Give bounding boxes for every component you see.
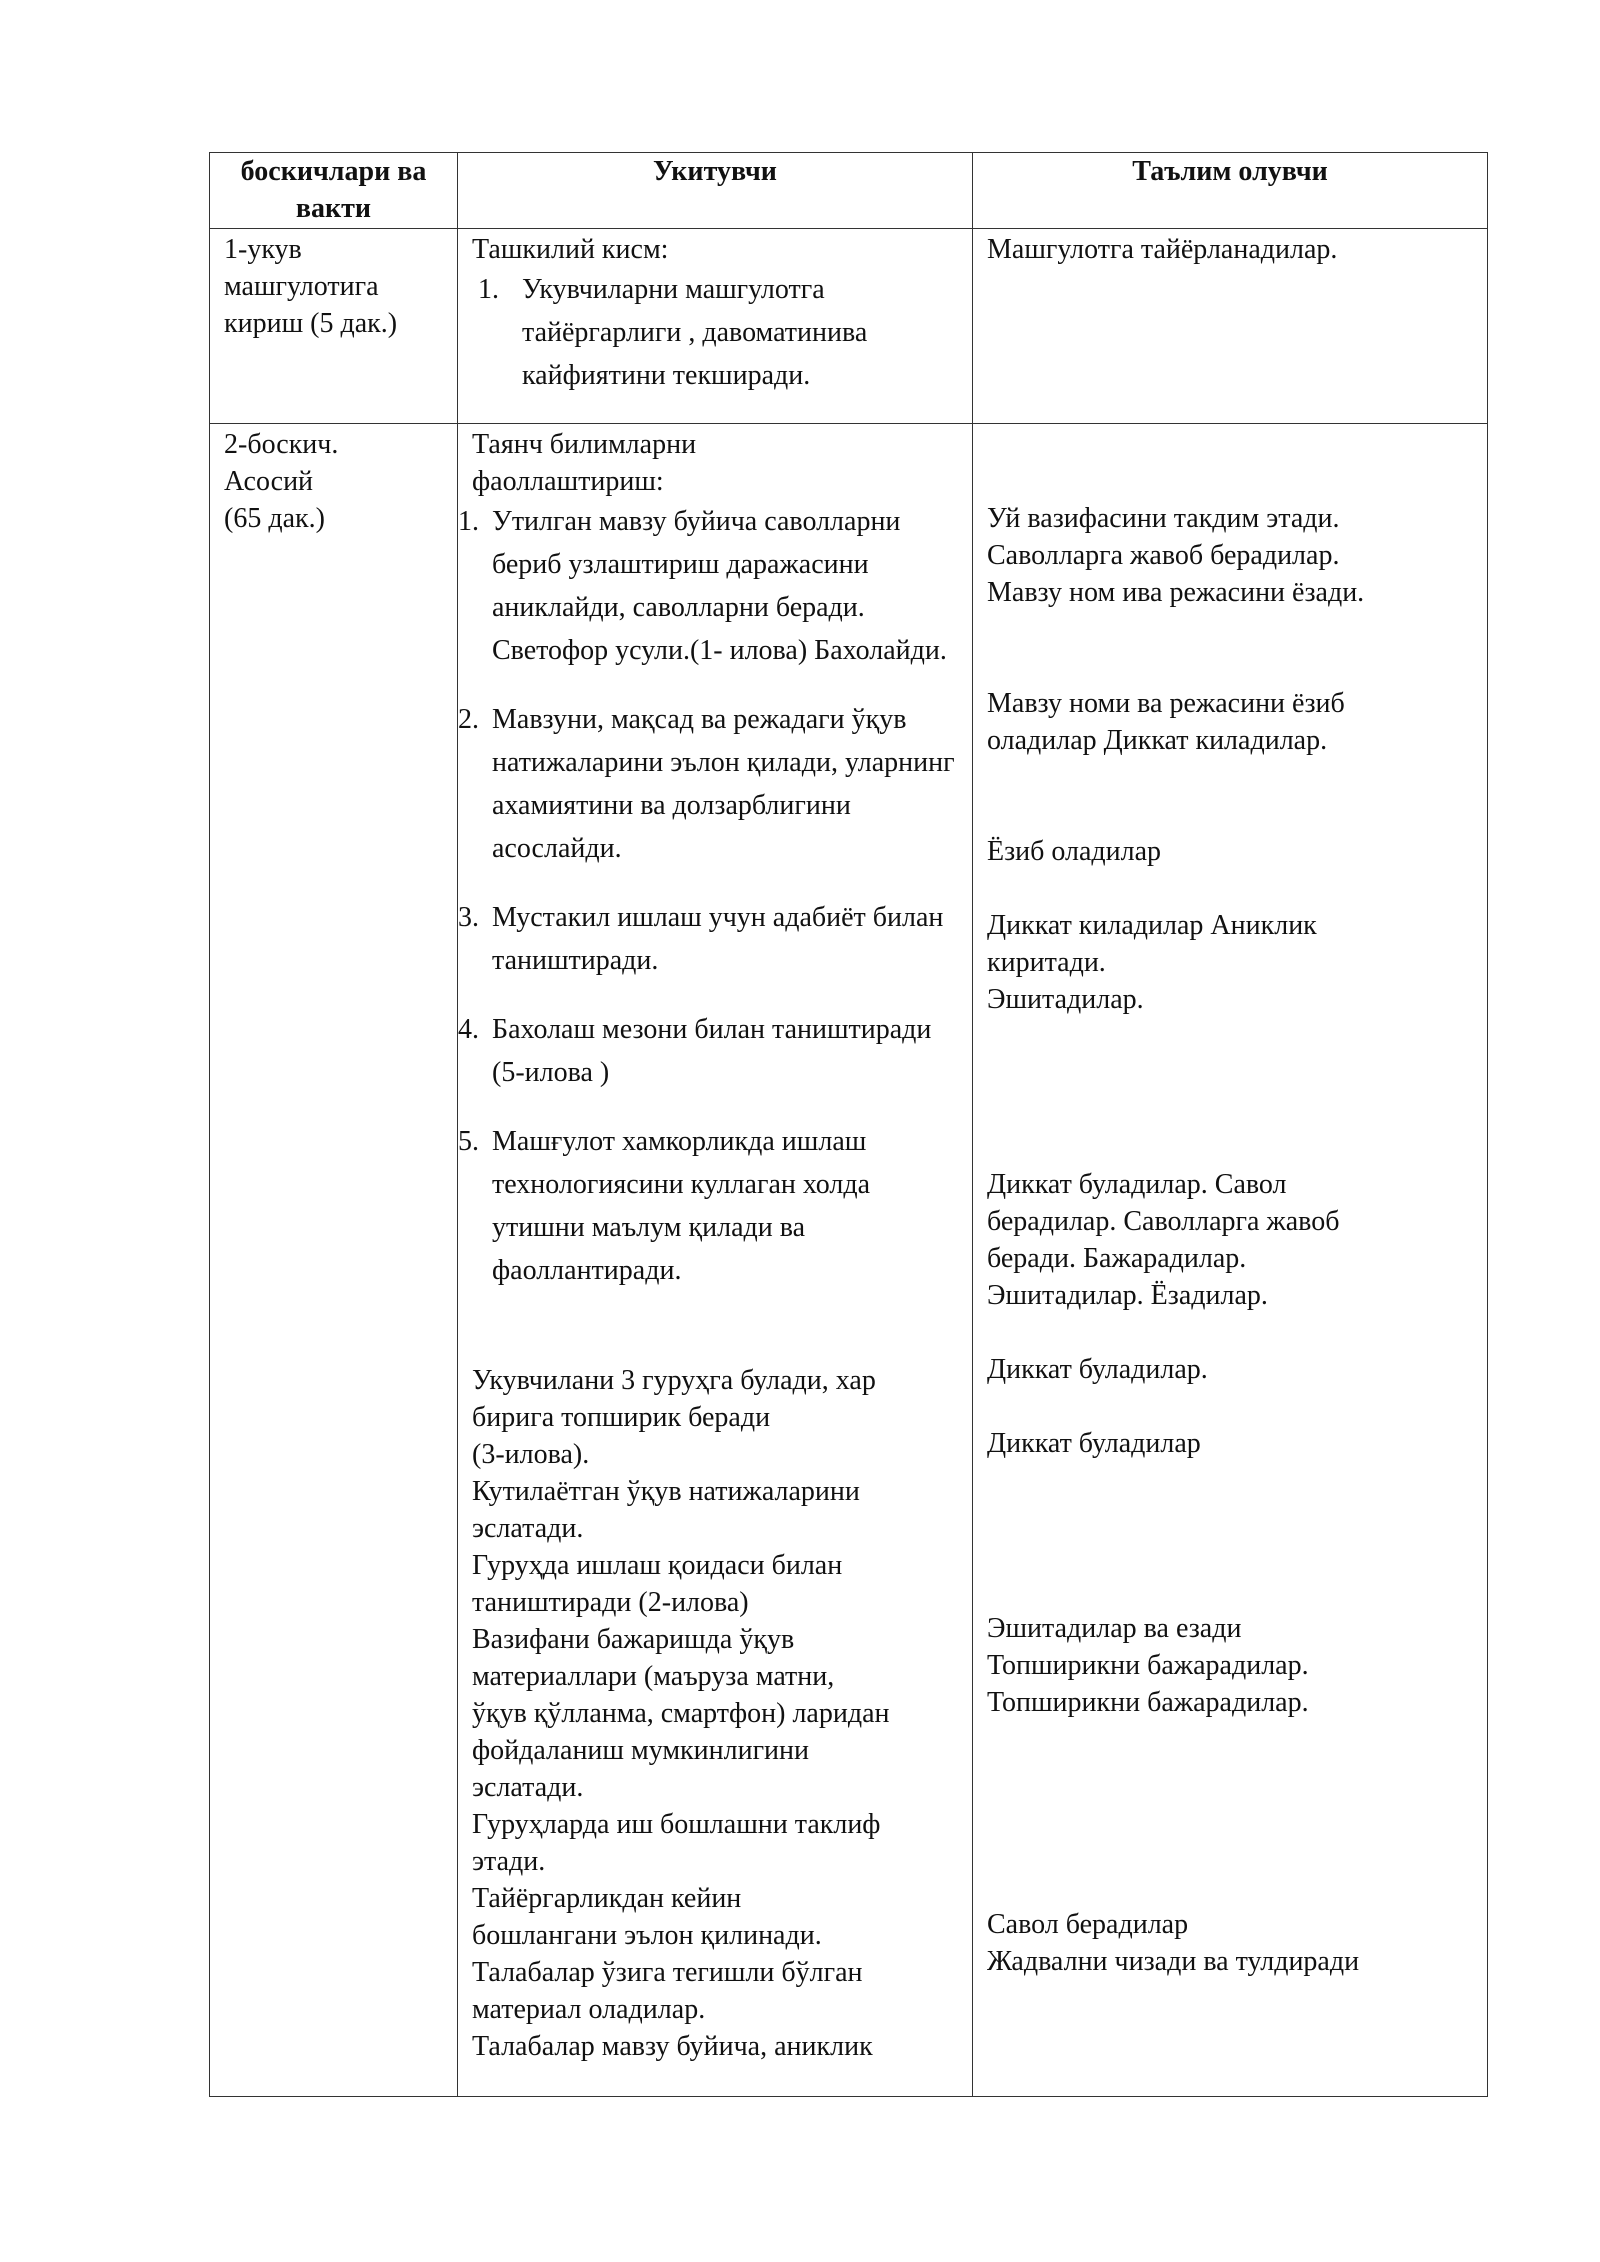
section-title: фаоллаштириш: xyxy=(472,466,664,497)
text-line: этади. xyxy=(472,1846,546,1877)
list-item: 5. Машғулот хамкорликда ишлаш технологиясини куллаган холда утишни маълум қилади ва фаоллантиради. xyxy=(458,1126,871,1286)
learner-line: Жадвални чизади ва тулдиради xyxy=(987,1946,1360,1977)
list-item: 1. Утилган мавзу буйича саволларни бериб узлаштириш даражасини аниклайди, саволларни беради. Светофор усули.(1- илова) Бахолайди. xyxy=(458,506,947,666)
spacer xyxy=(987,1018,1473,1166)
spacer xyxy=(987,1314,1473,1351)
spacer xyxy=(987,1462,1473,1610)
stage-line: кириш (5 дак.) xyxy=(224,308,398,339)
learner-line: киритади. xyxy=(987,947,1106,978)
text-line: Гуруҳда ишлаш қоидаси билан xyxy=(472,1550,843,1581)
text-line: Талабалар ўзига тегишли бўлган xyxy=(472,1957,863,1988)
stage-line: машгулотига xyxy=(224,271,379,302)
learner-line: Мавзу ном ива режасини ёзади. xyxy=(987,577,1365,608)
learner-line: Диккат буладилар. xyxy=(987,1354,1208,1385)
text-line: Талабалар мавзу буйича, аниклик xyxy=(472,2031,873,2062)
text-line: Укувчилани 3 гуруҳга булади, хар xyxy=(472,1365,876,1396)
stage-line: (65 дак.) xyxy=(224,503,325,534)
learner-line: Эшитадилар. xyxy=(987,984,1144,1015)
header-learner: Таълим олувчи xyxy=(973,153,1488,229)
teacher-cell xyxy=(458,229,973,424)
learner-line: оладилар Диккат киладилар. xyxy=(987,725,1328,756)
spacer xyxy=(987,870,1473,907)
learner-cell xyxy=(973,229,1488,424)
learner-line: Саволларга жавоб берадилар. xyxy=(987,540,1340,571)
learner-line: Топширикни бажарадилар. xyxy=(987,1650,1309,1681)
learner-cell xyxy=(973,424,1488,2097)
text-line: Тайёргарликдан кейин xyxy=(472,1883,742,1914)
text-line: эслатади. xyxy=(472,1772,584,1803)
text-line: материаллари (маъруза матни, xyxy=(472,1661,835,1692)
learner-line: Эшитадилар. Ёзадилар. xyxy=(987,1280,1268,1311)
teacher-list xyxy=(458,500,958,1292)
spacer xyxy=(472,1292,958,1362)
teacher-list xyxy=(472,268,958,397)
teacher-extra xyxy=(472,1362,958,2065)
learner-line: Савол берадилар xyxy=(987,1909,1189,1940)
section-title: Таянч билимларни xyxy=(472,429,697,460)
text-line: фойдаланиш мумкинлигини xyxy=(472,1735,810,1766)
learner-line: берадилар. Саволларга жавоб xyxy=(987,1206,1340,1237)
stage-line: 1-укув xyxy=(224,234,302,265)
spacer xyxy=(987,611,1473,685)
text-line: бирига топширик беради xyxy=(472,1402,771,1433)
learner-text: Машгулотга тайёрланадилар. xyxy=(987,234,1338,265)
learner-line: Топширикни бажарадилар. xyxy=(987,1687,1309,1718)
stage-cell xyxy=(210,229,458,424)
text-line: материал оладилар. xyxy=(472,1994,706,2025)
learner-line: беради. Бажарадилар. xyxy=(987,1243,1247,1274)
section-title: Ташкилий кисм: xyxy=(472,234,669,265)
text-line: Гуруҳларда иш бошлашни таклиф xyxy=(472,1809,881,1840)
text-line: бошлангани эълон қилинади. xyxy=(472,1920,822,1951)
learner-line: Диккат буладилар. Савол xyxy=(987,1169,1287,1200)
text-line: эслатади. xyxy=(472,1513,584,1544)
spacer xyxy=(987,426,1473,500)
text-line: ўқув қўлланма, смартфон) ларидан xyxy=(472,1698,890,1729)
header-teacher: Укитувчи xyxy=(458,153,973,229)
learner-line: Мавзу номи ва режасини ёзиб xyxy=(987,688,1345,719)
spacer xyxy=(987,1721,1473,1906)
spacer xyxy=(987,759,1473,833)
teacher-cell xyxy=(458,424,973,2097)
stage-line: Асосий xyxy=(224,466,314,497)
stage-cell xyxy=(210,424,458,2097)
table-row xyxy=(210,424,1488,2097)
list-item: 1. Укувчиларни машгулотга тайёргарлиги , давоматинива кайфиятини текширади. xyxy=(478,274,868,391)
text-line: таништиради (2-илова) xyxy=(472,1587,749,1618)
table-row xyxy=(210,229,1488,424)
text-line: Кутилаётган ўқув натижаларини xyxy=(472,1476,860,1507)
header-stage: боскичлари ва вакти xyxy=(210,153,458,229)
learner-line: Ёзиб оладилар xyxy=(987,836,1162,867)
learner-line: Эшитадилар ва езади xyxy=(987,1613,1242,1644)
list-item: 3. Мустакил ишлаш учун адабиёт билан таништиради. xyxy=(458,902,944,976)
list-item: 4. Бахолаш мезони билан таништиради (5-илова ) xyxy=(458,1014,932,1088)
lesson-plan-table xyxy=(209,152,1488,2097)
spacer xyxy=(987,1388,1473,1425)
learner-line: Диккат киладилар Аниклик xyxy=(987,910,1317,941)
text-line: Вазифани бажаришда ўқув xyxy=(472,1624,795,1655)
stage-line: 2-боскич. xyxy=(224,429,339,460)
list-item: 2. Мавзуни, мақсад ва режадаги ўқув натижаларини эълон қилади, уларнинг ахамиятини ва долзарблигини асослайди. xyxy=(458,704,955,864)
text-line: (3-илова). xyxy=(472,1439,590,1470)
learner-line: Уй вазифасини такдим этади. xyxy=(987,503,1340,534)
learner-line: Диккат буладилар xyxy=(987,1428,1201,1459)
table-header-row xyxy=(210,153,1488,229)
